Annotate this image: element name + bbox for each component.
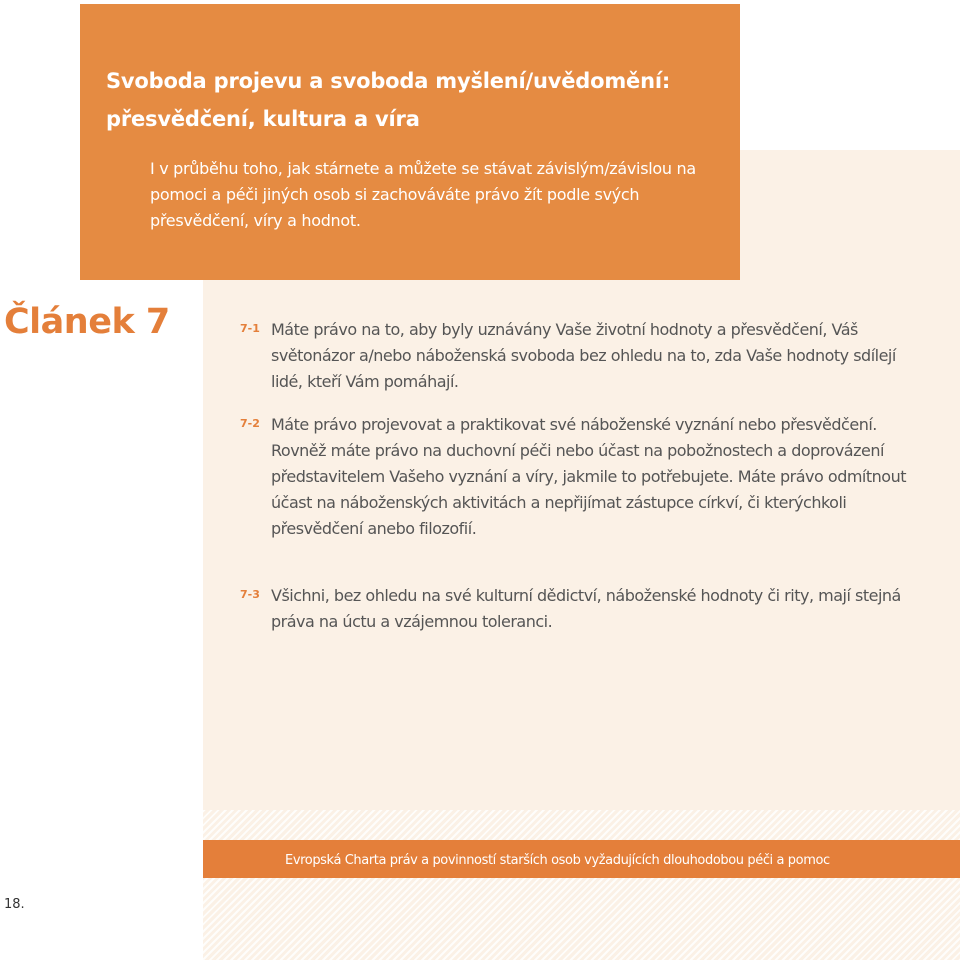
header-title: Svoboda projevu a svoboda myšlení/uvědomění: přesvědčení, kultura a víra bbox=[106, 69, 671, 131]
paragraph-number: 7-3 bbox=[240, 588, 260, 601]
paragraph-number: 7-1 bbox=[240, 322, 260, 335]
header-banner bbox=[80, 4, 740, 280]
article-heading: Článek 7 bbox=[4, 302, 170, 342]
page-number: 18. bbox=[4, 897, 25, 912]
paragraph-text: Máte právo na to, aby byly uznávány Vaše životní hodnoty a přesvědčení, Váš světonázor a/nebo náboženská svoboda bez ohledu na to, zda Vaše hodnoty sdílejí lidé, kteří Vám pomáhají. bbox=[271, 320, 896, 391]
paragraph-text: Máte právo projevovat a praktikovat své náboženské vyznání nebo přesvědčení. Rovněž máte právo na duchovní péči nebo účast na pobožnostech a doprovázení představitelem Vašeho vyznání a víry, jakmile to potřebujete. Máte právo odmítnout účast na náboženských aktivitách a nepřijímat zástupce církví, či kterýchkoli přesvědčení anebo filozofií. bbox=[271, 415, 906, 538]
footer-band bbox=[203, 840, 960, 878]
footer-title: Evropská Charta práv a povinností starších osob vyžadujících dlouhodobou péči a pomoc bbox=[285, 853, 830, 868]
paragraph-number: 7-2 bbox=[240, 417, 260, 430]
header-intro: I v průběhu toho, jak stárnete a můžete se stávat závislým/závislou na pomoci a péči jiných osob si zachováváte právo žít podle svých přesvědčení, víry a hodnot. bbox=[150, 159, 696, 230]
paragraph-text: Všichni, bez ohledu na své kulturní dědictví, náboženské hodnoty či rity, mají stejná práva na úctu a vzájemnou toleranci. bbox=[271, 586, 901, 631]
hatched-background bbox=[203, 810, 960, 960]
